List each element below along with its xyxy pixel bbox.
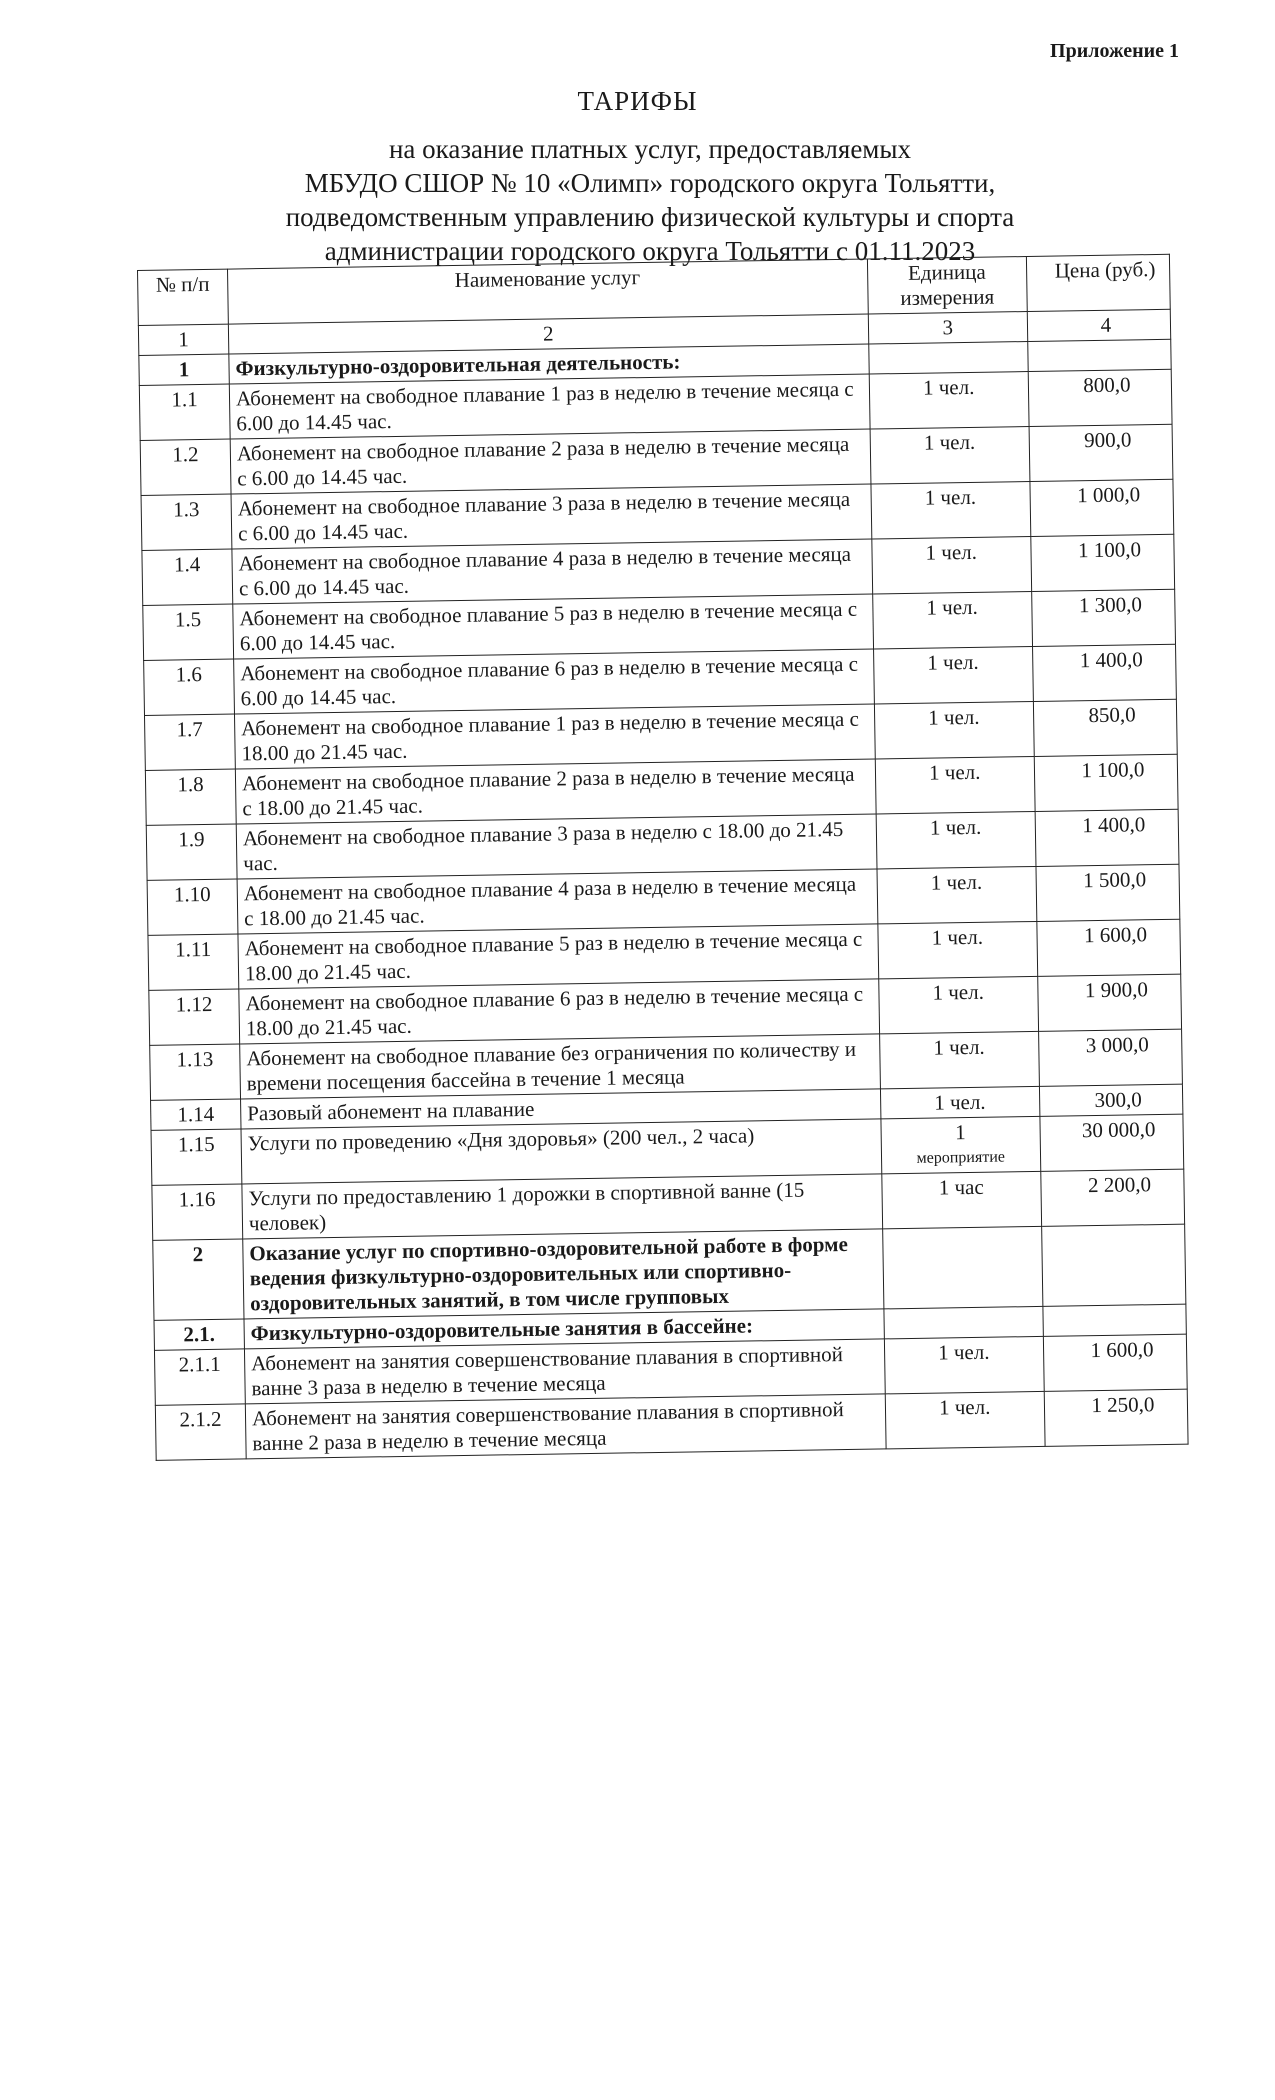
row-price: [1043, 1304, 1187, 1336]
row-unit: [880, 1116, 1040, 1173]
row-name: Абонемент на свободное плавание 3 раза в неделю в течение месяца с 6.00 до 14.45 час.: [231, 484, 871, 549]
row-unit: 1 чел.: [884, 1336, 1044, 1393]
row-num: 1.4: [142, 549, 233, 605]
row-name: Оказание услуг по спортивно-оздоровительной работе в форме ведения физкультурно-оздоровительных или спортивно-оздоровительных занятий, в том числе групповых: [243, 1229, 884, 1319]
row-name: Физкультурно-оздоровительная деятельность:: [229, 344, 869, 384]
row-unit: 1 час: [881, 1171, 1041, 1228]
row-name: Абонемент на свободное плавание 2 раза в неделю в течение месяца с 18.00 до 21.45 час.: [235, 759, 875, 824]
row-name: Физкультурно-оздоровительные занятия в бассейне:: [244, 1309, 884, 1349]
column-number: 1: [138, 324, 228, 355]
subtitle-line: администрации городского округа Тольятти с 01.11.2023: [324, 236, 976, 266]
row-unit-sub: мероприятие: [916, 1148, 1006, 1167]
row-price: 1 100,0: [1034, 754, 1178, 811]
row-num: 1.13: [150, 1044, 241, 1100]
row-unit: [882, 1226, 1043, 1308]
row-num: 1.12: [149, 989, 240, 1045]
row-name: Разовый абонемент на плавание: [240, 1089, 880, 1129]
row-num: 2.1.: [154, 1319, 244, 1350]
row-unit-value: 1: [954, 1120, 966, 1145]
row-price: 1 400,0: [1035, 809, 1179, 866]
row-num: 1.6: [144, 659, 235, 715]
row-num: 1.8: [145, 769, 236, 825]
row-num: 1: [139, 354, 229, 385]
row-num: 1.7: [144, 714, 235, 770]
column-number: 3: [868, 312, 1028, 345]
row-price: 800,0: [1028, 369, 1172, 426]
header-name: Наименование услуг: [227, 259, 867, 324]
row-price: 1 000,0: [1030, 479, 1174, 536]
row-price: 1 500,0: [1036, 864, 1180, 921]
row-unit: 1 чел.: [871, 536, 1031, 593]
row-unit: 1 чел.: [870, 482, 1030, 539]
row-price: 1 900,0: [1038, 974, 1182, 1031]
row-unit: 1 чел.: [879, 1031, 1039, 1088]
row-num: 1.1: [139, 384, 230, 440]
row-unit: 1 чел.: [877, 866, 1037, 923]
subtitle-line: на оказание платных услуг, предоставляемых: [388, 134, 912, 164]
row-num: 1.16: [152, 1184, 243, 1240]
row-name: Абонемент на свободное плавание 1 раз в неделю в течение месяца с 6.00 до 14.45 час.: [229, 374, 869, 439]
row-price: [1042, 1224, 1186, 1306]
row-name: Абонемент на занятия совершенствование плавания в спортивной ванне 3 раза в неделю в течение месяца: [244, 1339, 884, 1404]
document-subtitle: [150, 132, 1150, 268]
row-unit: 1 чел.: [869, 372, 1029, 429]
row-price: 1 600,0: [1043, 1334, 1187, 1391]
header-unit: Единица измерения: [867, 257, 1027, 314]
row-num: 2.1.2: [155, 1404, 246, 1460]
row-num: 1.14: [151, 1099, 241, 1130]
row-num: 1.10: [147, 879, 238, 935]
appendix-label: Приложение 1: [1050, 40, 1179, 62]
row-num: 1.2: [140, 439, 231, 495]
row-price: 900,0: [1029, 424, 1173, 481]
row-name: Абонемент на свободное плавание 6 раз в неделю в течение месяца с 18.00 до 21.45 час.: [239, 979, 879, 1044]
row-name: Абонемент на свободное плавание 6 раз в неделю в течение месяца с 6.00 до 14.45 час.: [234, 649, 874, 714]
row-unit: 1 чел.: [875, 756, 1035, 813]
row-unit: 1 чел.: [878, 976, 1038, 1033]
row-price: [1028, 339, 1172, 371]
row-name: Абонемент на свободное плавание 4 раза в неделю в течение месяца с 6.00 до 14.45 час.: [232, 539, 872, 604]
row-name: Абонемент на свободное плавание 5 раз в неделю в течение месяца с 18.00 до 21.45 час.: [238, 924, 878, 989]
row-name: Абонемент на свободное плавание 2 раза в неделю в течение месяца с 6.00 до 14.45 час.: [230, 429, 870, 494]
row-price: 3 000,0: [1039, 1029, 1183, 1086]
row-name: Абонемент на свободное плавание без ограничения по количеству и времени посещения бассейна в течение 1 месяца: [240, 1034, 880, 1099]
row-unit: 1 чел.: [877, 921, 1037, 978]
row-name: Абонемент на свободное плавание 4 раза в неделю в течение месяца с 18.00 до 21.45 час.: [237, 869, 877, 934]
column-number: 2: [228, 314, 868, 354]
subtitle-line: подведомственным управлению физической культуры и спорта: [285, 202, 1015, 232]
header-price: Цена (руб.): [1026, 254, 1170, 311]
row-name: Абонемент на свободное плавание 5 раз в неделю в течение месяца с 6.00 до 14.45 час.: [233, 594, 873, 659]
row-unit: 1 чел.: [873, 646, 1033, 703]
row-price: 300,0: [1039, 1084, 1183, 1116]
row-unit: 1 чел.: [874, 701, 1034, 758]
document-title: ТАРИФЫ: [577, 86, 698, 116]
column-number: 4: [1027, 309, 1171, 341]
header-num: № п/п: [138, 269, 229, 325]
row-unit: 1 чел.: [870, 427, 1030, 484]
row-name: Абонемент на свободное плавание 3 раза в неделю с 18.00 до 21.45 час.: [236, 814, 876, 879]
row-name: Услуги по предоставлению 1 дорожки в спортивной ванне (15 человек): [242, 1174, 882, 1239]
row-price: 1 300,0: [1032, 589, 1176, 646]
row-price: 850,0: [1033, 699, 1177, 756]
row-unit: [868, 342, 1028, 375]
row-num: 1.5: [143, 604, 234, 660]
row-price: 1 100,0: [1031, 534, 1175, 591]
row-num: 1.15: [151, 1129, 242, 1185]
row-unit: 1 чел.: [872, 591, 1032, 648]
row-price: 30 000,0: [1040, 1114, 1184, 1171]
subtitle-line: МБУДО СШОР № 10 «Олимп» городского округа Тольятти,: [304, 168, 996, 198]
row-price: 1 600,0: [1037, 919, 1181, 976]
row-name: Услуги по проведению «Дня здоровья» (200 чел., 2 часа): [241, 1119, 881, 1184]
row-name: Абонемент на занятия совершенствование плавания в спортивной ванне 2 раза в неделю в течение месяца: [245, 1394, 885, 1459]
row-price: 2 200,0: [1041, 1169, 1185, 1226]
row-num: 1.9: [146, 824, 237, 880]
row-unit: 1 чел.: [885, 1391, 1045, 1448]
row-num: 2.1.1: [154, 1349, 245, 1405]
tariffs-table: [137, 254, 1189, 1461]
row-unit: 1 чел.: [880, 1086, 1040, 1119]
row-num: 1.3: [141, 494, 232, 550]
row-num: 1.11: [148, 934, 239, 990]
row-name: Абонемент на свободное плавание 1 раз в неделю в течение месяца с 18.00 до 21.45 час.: [234, 704, 874, 769]
row-price: 1 400,0: [1032, 644, 1176, 701]
row-unit: 1 чел.: [876, 811, 1036, 868]
row-unit: [883, 1306, 1043, 1339]
row-price: 1 250,0: [1044, 1389, 1188, 1446]
row-num: 2: [153, 1239, 244, 1320]
